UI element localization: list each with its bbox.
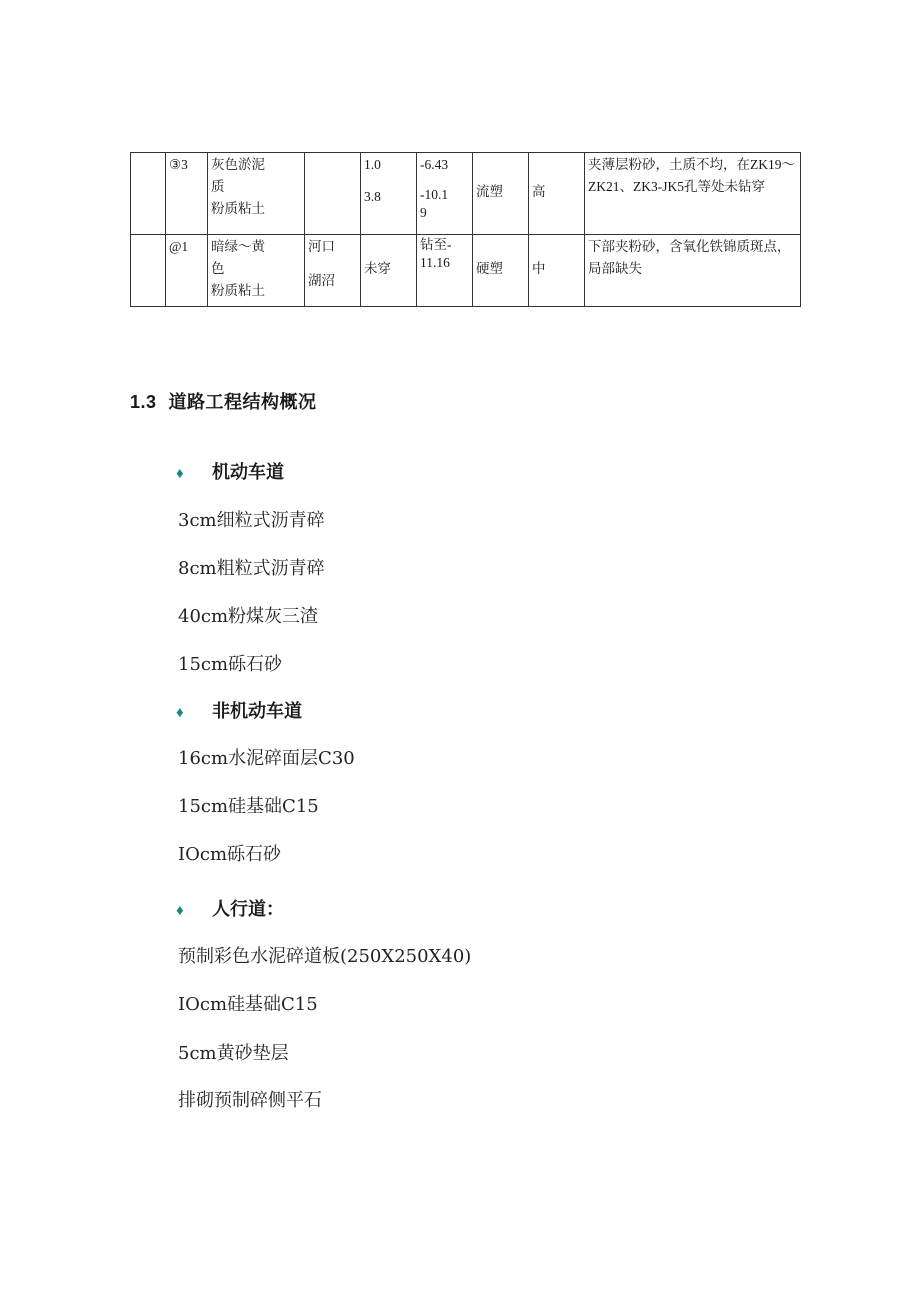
soil-layer-table — [130, 152, 801, 307]
origin-line: 湖沼 — [308, 273, 335, 288]
bullet-heading-text: 人行道： — [212, 899, 284, 919]
list-item: 15cm硅基础C15 — [178, 796, 319, 817]
list-item: 15cm砾石砂 — [178, 654, 283, 675]
list-item: 40cm粉煤灰三渣 — [178, 606, 319, 627]
list-item: IOcm硅基础C15 — [178, 994, 318, 1015]
soil-name-cell — [208, 153, 305, 235]
list-item: 5cm黄砂垫层 — [178, 1043, 289, 1064]
list-item: 预制彩色水泥碎道板(250X250X40) — [178, 946, 472, 967]
section-number: 1.3 — [130, 392, 157, 412]
description-cell: 下部夹粉砂，含氧化铁锦质斑点，局部缺失 — [585, 235, 801, 307]
origin-cell — [305, 235, 361, 307]
table-row — [131, 235, 801, 307]
table-row — [131, 153, 801, 235]
bullet-heading-non-motor-lane — [176, 697, 302, 723]
layer-id-cell: @1 — [166, 235, 208, 307]
section-heading — [130, 388, 317, 414]
bullet-heading-sidewalk — [176, 895, 284, 921]
layer-id-cell: ③3 — [166, 153, 208, 235]
table-cell-blank — [131, 153, 166, 235]
thickness-cell — [361, 153, 417, 235]
diamond-bullet-icon: ♦ — [176, 902, 184, 919]
bullet-heading-text: 机动车道 — [212, 462, 284, 482]
thickness-line: 1.0 — [364, 157, 381, 172]
list-item: 3cm细粒式沥青碎 — [178, 510, 325, 531]
table-cell-blank — [131, 235, 166, 307]
list-item: 8cm粗粒式沥青碎 — [178, 558, 325, 579]
elevation-line: -6.43 — [420, 157, 449, 172]
list-item: IOcm砾石砂 — [178, 844, 282, 865]
bullet-heading-motor-lane — [176, 458, 284, 484]
diamond-bullet-icon: ♦ — [176, 704, 184, 721]
description-cell: 夹薄层粉砂，土质不均，在ZK19～ZK21、ZK3-JK5孔等处未钻穿 — [585, 153, 801, 235]
soil-name-line: 暗绿～黄 — [211, 239, 265, 254]
origin-line: 河口 — [308, 239, 335, 254]
soil-name-line: 质 — [211, 179, 225, 194]
list-item: 16cm水泥碎面层C30 — [178, 748, 355, 769]
elevation-line: 11.16 — [420, 255, 450, 270]
thickness-cell: 未穿 — [361, 235, 417, 307]
bullet-heading-text: 非机动车道 — [212, 701, 302, 721]
list-item: 排砌预制碎侧平石 — [178, 1090, 322, 1111]
elevation-cell — [417, 153, 473, 235]
elevation-line: -10.1 — [420, 187, 449, 202]
soil-name-line: 粉质粘土 — [211, 283, 265, 298]
thickness-line: 3.8 — [364, 189, 381, 204]
diamond-bullet-icon: ♦ — [176, 465, 184, 482]
state-cell: 流塑 — [473, 153, 529, 235]
compressibility-cell: 高 — [529, 153, 585, 235]
elevation-cell — [417, 235, 473, 307]
elevation-line: 钻至- — [420, 237, 452, 252]
soil-name-line: 灰色淤泥 — [211, 157, 265, 172]
soil-name-cell — [208, 235, 305, 307]
compressibility-cell: 中 — [529, 235, 585, 307]
soil-name-line: 色 — [211, 261, 225, 276]
elevation-line: 9 — [420, 205, 427, 220]
section-title-text: 道路工程结构概况 — [168, 392, 317, 412]
state-cell: 硬塑 — [473, 235, 529, 307]
soil-name-line: 粉质粘土 — [211, 201, 265, 216]
origin-cell — [305, 153, 361, 235]
